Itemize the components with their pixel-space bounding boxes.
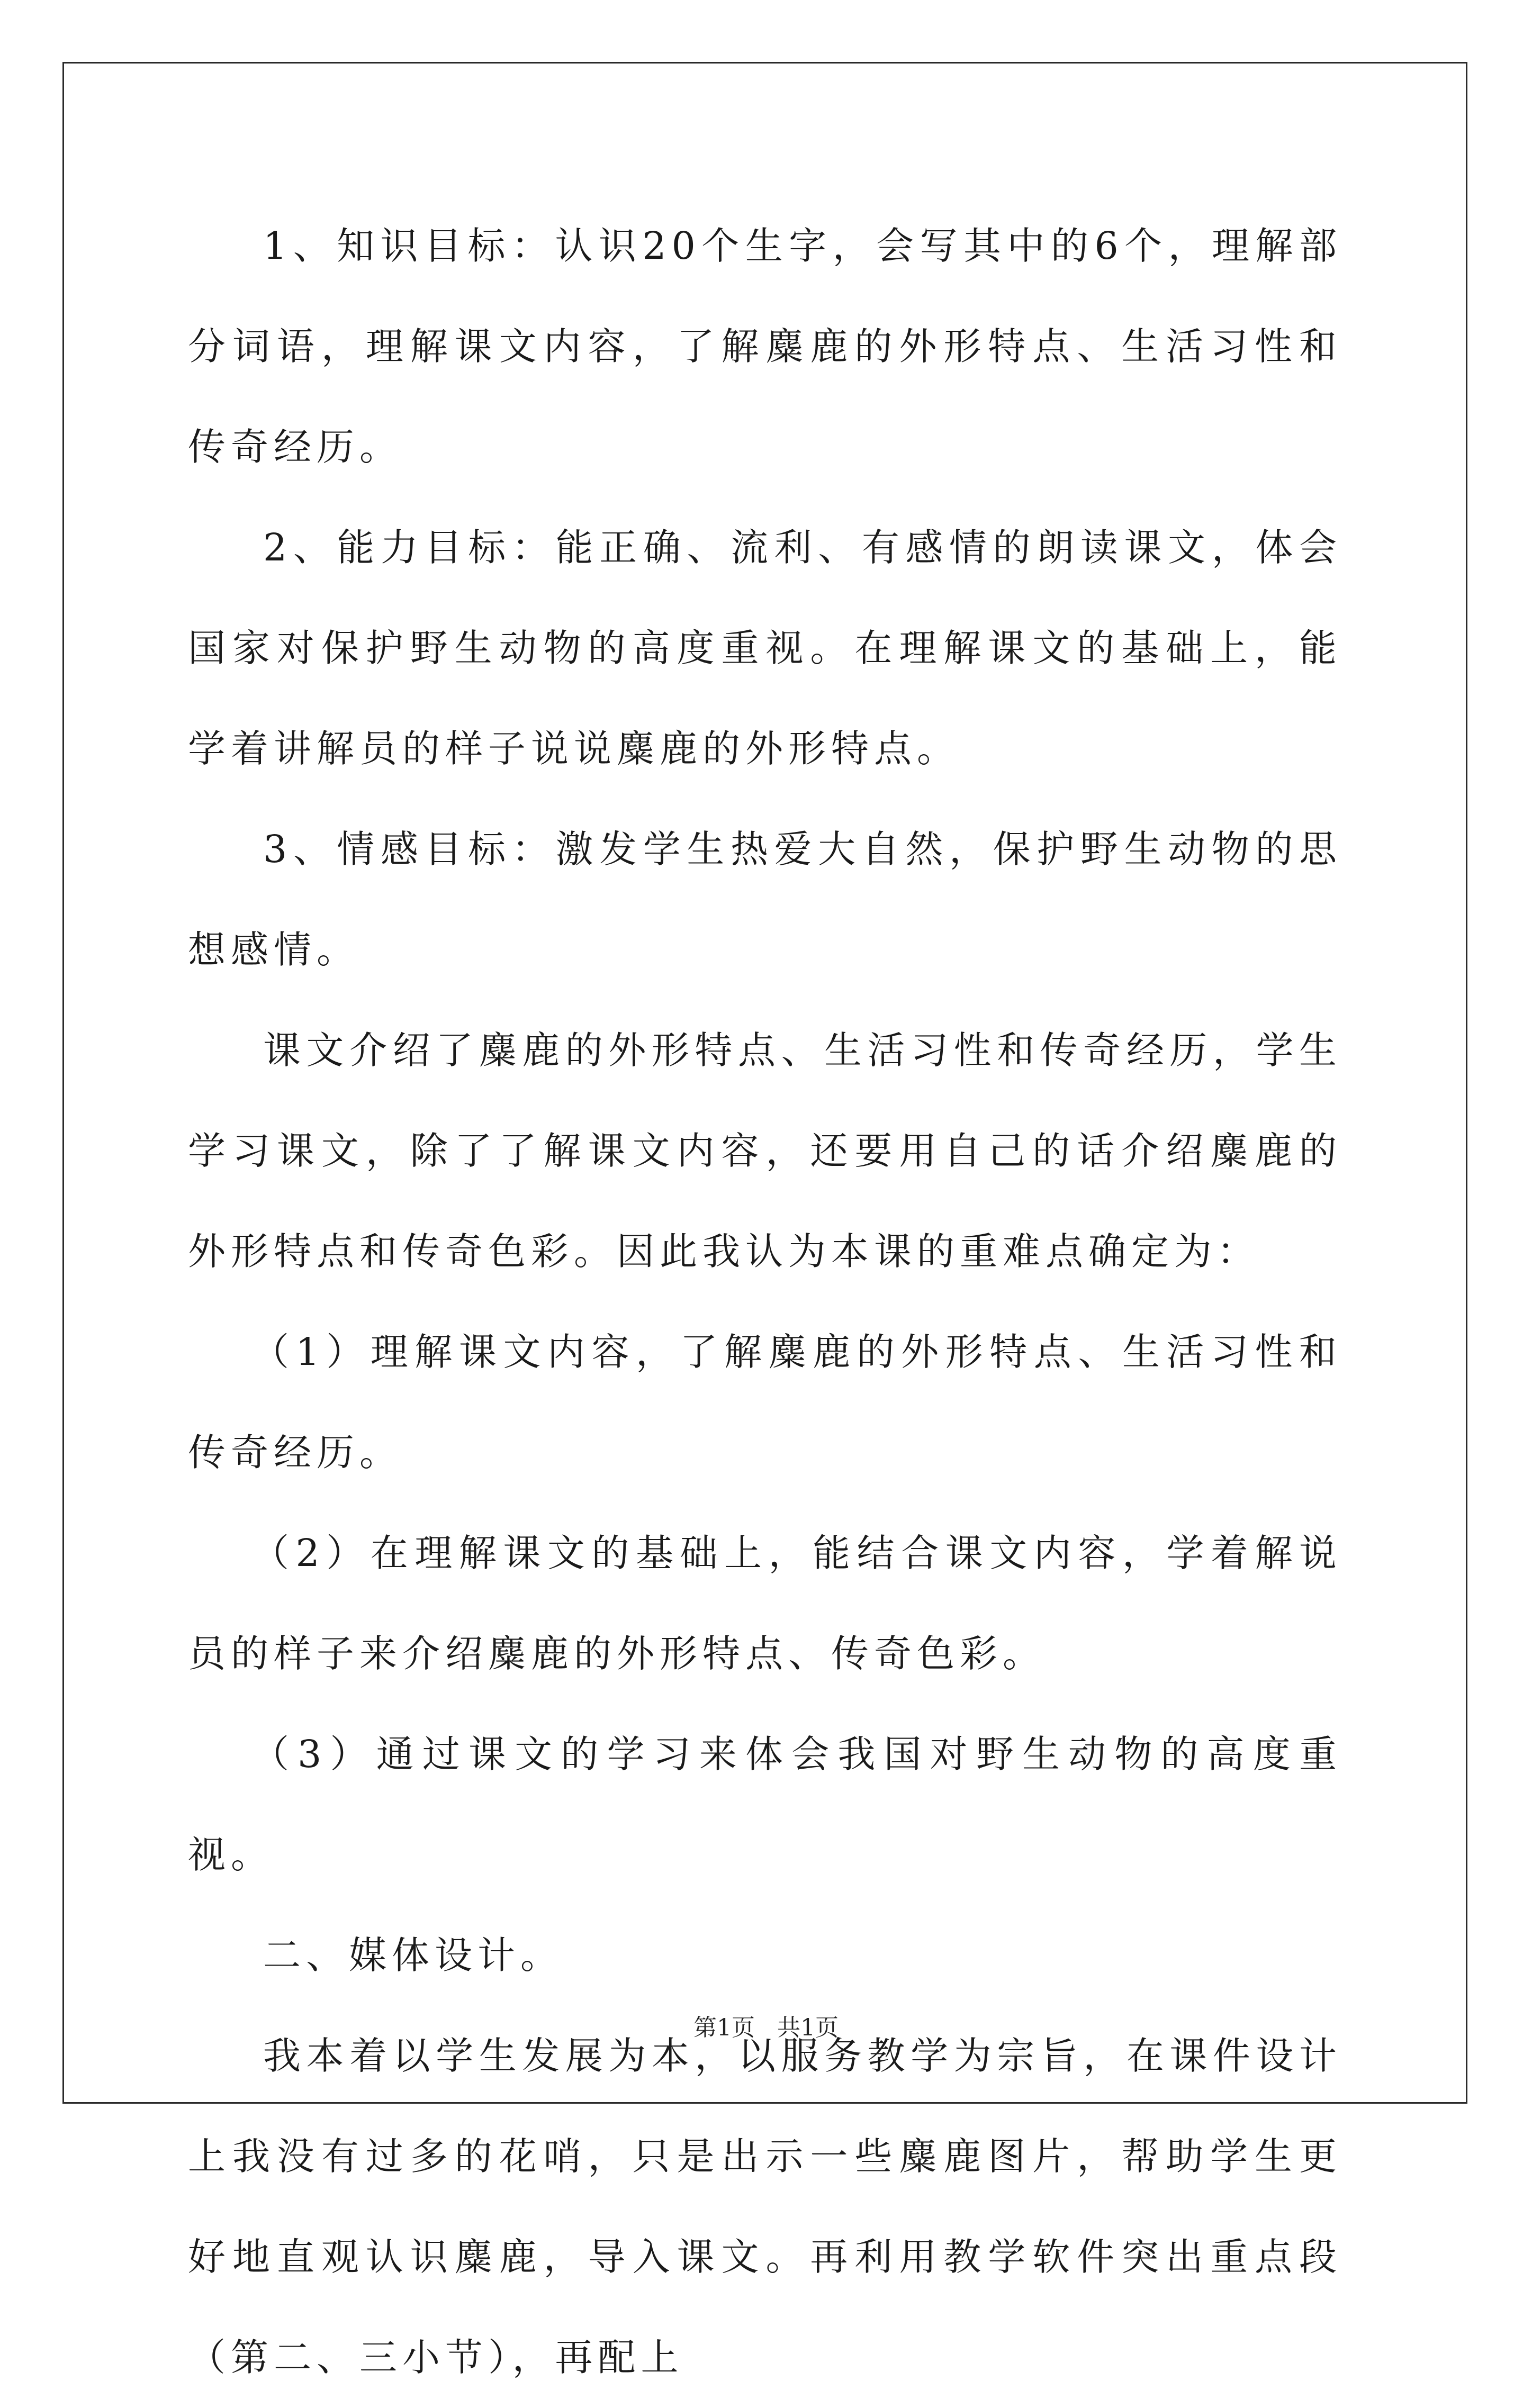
paragraph-key-point-3: （3）通过课文的学习来体会我国对野生动物的高度重视。 — [188, 1732, 1342, 1877]
paragraph-key-point-1: （1）理解课文内容，了解麋鹿的外形特点、生活习性和传奇经历。 — [188, 1330, 1342, 1474]
page-number-label: 第1页 — [693, 2014, 755, 2041]
document-body — [188, 196, 1342, 2408]
page-footer — [0, 2008, 1532, 2042]
paragraph-media-design: 我本着以学生发展为本，以服务教学为宗旨，在课件设计上我没有过多的花哨，只是出示一些麋鹿图片，帮助学生更好地直观认识麋鹿，导入课文。再利用教学软件突出重点段（第二、三小节），再配上 — [188, 2034, 1342, 2379]
paragraph-knowledge-goal: 1、知识目标：认识20个生字，会写其中的6个，理解部分词语，理解课文内容，了解麋鹿的外形特点、生活习性和传奇经历。 — [188, 224, 1342, 469]
paragraph-lesson-intro: 课文介绍了麋鹿的外形特点、生活习性和传奇经历，学生学习课文，除了了解课文内容，还要用自己的话介绍麋鹿的外形特点和传奇色彩。因此我认为本课的重难点确定为： — [188, 1028, 1342, 1273]
section-heading-media-design: 二、媒体设计。 — [263, 1933, 564, 1977]
paragraph-key-point-2: （2）在理解课文的基础上，能结合课文内容，学着解说员的样子来介绍麋鹿的外形特点、传奇色彩。 — [188, 1531, 1342, 1676]
page-total-label: 共1页 — [777, 2014, 839, 2041]
paragraph-ability-goal: 2、能力目标：能正确、流利、有感情的朗读课文，体会国家对保护野生动物的高度重视。在理解课文的基础上，能学着讲解员的样子说说麋鹿的外形特点。 — [188, 526, 1342, 771]
paragraph-emotion-goal: 3、情感目标：激发学生热爱大自然，保护野生动物的思想感情。 — [188, 827, 1342, 972]
